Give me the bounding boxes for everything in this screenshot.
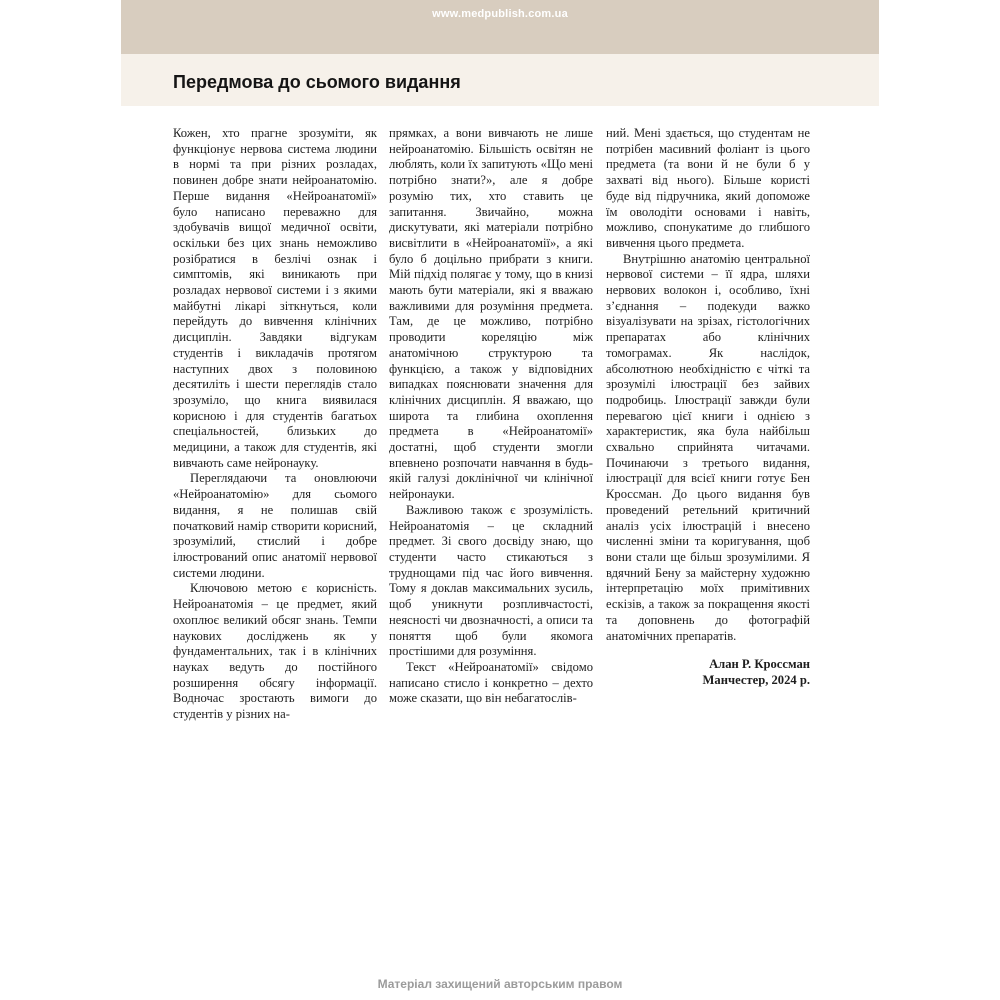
page-title: Передмова до сьомого видання — [173, 72, 461, 92]
title-band — [121, 54, 879, 106]
author-name: Алан Р. Кроссман — [709, 657, 810, 672]
paragraph: Ключовою метою є корисність. Нейроанатомія – це предмет, який охоплює великий обсяг знань. Темпи наукових досліджень як у фундаментальних, так і в клінічних науках ведуть до постійного розширення обсягу інформації. Водночас зростають вимоги до студентів у різних на- — [173, 581, 377, 722]
site-url: www.medpublish.com.ua — [432, 8, 568, 20]
paragraph: Переглядаючи та оновлюючи «Нейроанатомію» для сьомого видання, я не полишав свій початковий намір створити корисний, зрозумілий, стислий і добре ілюстрований опис анатомії нервової системи людини. — [173, 471, 377, 580]
paragraph: прямках, а вони вивчають не лише нейроанатомію. Більшість освітян не люблять, коли їх запитують «Що мені потрібно знати?», але я добре розумію тих, хто ставить це запитання. Звичайно, можна дискутувати, які матеріали потрібно висвітлити в «Нейроанатомії», а які було б доцільно прибрати з книги. Мій підхід полягає у тому, що в книзі мають бути матеріали, які я вважаю важливими для розуміння предмета. Там, де це можливо, потрібно проводити кореляцію між анатомічною структурою та функцією, а також у відповідних випадках пояснювати значення для клінічних дисциплін. Я вважаю, що широта та глибина охоплення предмета в «Нейроанатомії» достатні, щоб студенти змогли впевнено розпочати навчання в будь-якій галузі доклінічної чи клінічної нейронауки. — [389, 126, 593, 502]
paragraph: Кожен, хто прагне зрозуміти, як функціонує нервова система людини в нормі та при різних розладах, повинен добре знати нейроанатомію. Перше видання «Нейроанатомії» було написано переважно для здобувачів вищої медичної освіти, оскільки без цих знань неможливо розібратися в безлічі ознак і симптомів, які виникають при розладах нервової системи і з якими майбутні лікарі зіткнуться, коли перейдуть до вивчення клінічних дисциплін. Завдяки відгукам студентів і викладачів протягом наступних двох з половиною десятиліть і шести переглядів стало зрозуміло, що книга виявилася корисною і для студентів багатьох спеціальностей, близьких до медицини, а також для студентів, які вивчають саме нейронауку. — [173, 126, 377, 470]
paragraph: Текст «Нейроанатомії» свідомо написано стисло і конкретно – дехто може сказати, що він небагатослів- — [389, 659, 593, 706]
paragraph: ний. Мені здається, що студентам не потрібен масивний фоліант із цього предмета (та вони й не були б у захваті від нього). Більше користі буде від підручника, який допоможе їм оволодіти основами і навіть, можливо, спонукатиме до глибшого вивчення цього предмета. — [606, 126, 810, 250]
author-signature — [606, 657, 810, 688]
copyright-notice: Матеріал захищений авторським правом — [377, 977, 623, 991]
paragraph: Важливою також є зрозумілість. Нейроанатомія – це складний предмет. Зі свого досвіду знаю, що студенти часто стикаються з труднощами під час його вивчення. Тому я доклав максимальних зусиль, щоб уникнути розпливчастості, неясності чи двозначності, а описи та поняття щоб були якомога простішими для розуміння. — [389, 502, 593, 659]
paragraph: Внутрішню анатомію центральної нервової системи – її ядра, шляхи нервових волокон і, особливо, їхні з’єднання – подекуди важко візуалізувати на зрізах, гістологічних препаратах або клінічних томограмах. Як наслідок, абсолютною необхідністю є чіткі та зрозумілі ілюстрації без зайвих подробиць. Ілюстрації завжди були перевагою цієї книги і однією з характеристик, яка була найбільш схвально сприйнята читачами. Починаючи з третього видання, ілюстрації для всієї книги готує Бен Кроссман. До цього видання був проведений ретельний критичний аналіз усіх ілюстрацій і внесено численні зміни та коригування, щоб вони стали ще більш зрозумілими. Я вдячний Бену за майстерну художню інтерпретацію моїх примітивних ескізів, а також за покращення якості та доповнень до фотографій анатомічних препаратів. — [606, 251, 810, 643]
text-column-2 — [389, 126, 593, 707]
text-column-1 — [173, 126, 377, 723]
place-date: Манчестер, 2024 р. — [702, 672, 810, 687]
header-band — [121, 0, 879, 54]
text-column-3 — [606, 126, 810, 689]
